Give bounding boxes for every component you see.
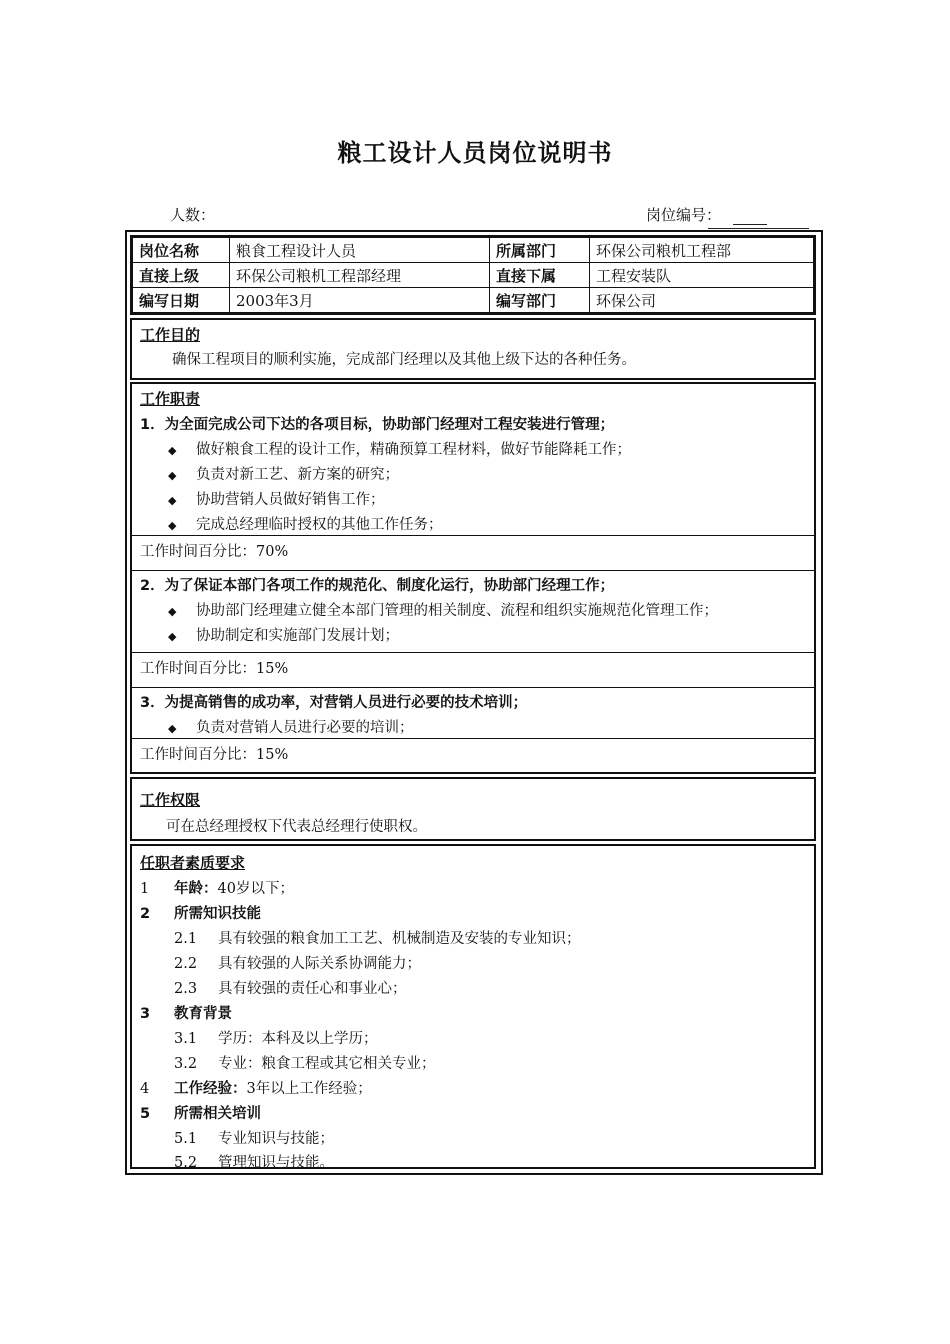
document-frame	[125, 230, 823, 1175]
list-item: 5.1 专业知识与技能；	[174, 1131, 334, 1147]
requirement-education: 3 教育背景	[140, 1006, 232, 1022]
list-item: ◆ 负责对新工艺、新方案的研究；	[168, 467, 399, 483]
list-item: ◆ 协助部门经理建立健全本部门管理的相关制度、流程和组织实施规范化管理工作；	[168, 603, 718, 619]
time-percentage: 工作时间百分比：70%	[140, 544, 289, 560]
info-table-box	[130, 235, 816, 315]
page-title: 粮工设计人员岗位说明书	[337, 139, 613, 167]
list-item: ◆ 协助营销人员做好销售工作；	[168, 492, 385, 508]
position-code-label: 岗位编号：	[646, 206, 722, 224]
list-item: 2.2 具有较强的人际关系协调能力；	[174, 956, 421, 972]
list-item: ◆ 完成总经理临时授权的其他工作任务；	[168, 517, 443, 533]
bullet-icon: ◆	[168, 444, 177, 457]
info-value: 2003年3月	[230, 288, 490, 313]
list-item: ◆ 做好粮食工程的设计工作，精确预算工程材料，做好节能降耗工作；	[168, 442, 631, 458]
time-percentage: 工作时间百分比：15%	[140, 661, 289, 677]
list-item: ◆ 协助制定和实施部门发展计划；	[168, 628, 399, 644]
list-item: 2.3 具有较强的责任心和事业心；	[174, 981, 407, 997]
list-item: ◆ 负责对营销人员进行必要的培训；	[168, 720, 414, 736]
bullet-icon: ◆	[168, 469, 177, 482]
table-row	[133, 238, 814, 263]
table-row	[133, 288, 814, 313]
duties-section	[130, 382, 816, 774]
headcount-label: 人数：	[170, 206, 216, 224]
authority-title: 工作权限	[140, 791, 201, 809]
authority-text: 可在总经理授权下代表总经理行使职权。	[166, 819, 427, 835]
bullet-icon: ◆	[168, 722, 177, 735]
requirement-age: 1 年龄：40岁以下；	[140, 881, 294, 897]
info-label: 编写日期	[133, 288, 230, 313]
requirement-knowledge: 2 所需知识技能	[140, 906, 261, 922]
time-percentage: 工作时间百分比：15%	[140, 747, 289, 763]
divider	[132, 570, 814, 571]
requirement-training: 5 所需相关培训	[140, 1106, 261, 1122]
purpose-text: 确保工程项目的顺利实施，完成部门经理以及其他上级下达的各种任务。	[172, 352, 636, 368]
bullet-icon: ◆	[168, 630, 177, 643]
info-value: 环保公司	[590, 288, 814, 313]
divider	[132, 687, 814, 688]
bullet-icon: ◆	[168, 605, 177, 618]
duty-heading: 2．为了保证本部门各项工作的规范化、制度化运行，协助部门经理工作；	[140, 578, 615, 594]
list-item: 2.1 具有较强的粮食加工工艺、机械制造及安装的专业知识；	[174, 931, 581, 947]
info-value: 粮食工程设计人员	[230, 238, 490, 263]
info-label: 直接上级	[133, 263, 230, 288]
bullet-icon: ◆	[168, 494, 177, 507]
info-value: 环保公司粮机工程部	[590, 238, 814, 263]
duty-heading: 1．为全面完成公司下达的各项目标，协助部门经理对工程安装进行管理；	[140, 417, 615, 433]
info-label: 岗位名称	[133, 238, 230, 263]
authority-section	[130, 777, 816, 841]
position-code-blank	[733, 210, 767, 225]
bullet-icon: ◆	[168, 519, 177, 532]
divider	[132, 535, 814, 536]
list-item: 5.2 管理知识与技能。	[174, 1155, 334, 1171]
requirements-title: 任职者素质要求	[140, 854, 246, 872]
position-code	[646, 204, 767, 225]
table-row	[133, 263, 814, 288]
duty-heading: 3．为提高销售的成功率，对营销人员进行必要的技术培训；	[140, 695, 528, 711]
info-label: 编写部门	[490, 288, 590, 313]
purpose-section	[130, 318, 816, 380]
duties-title: 工作职责	[140, 390, 201, 408]
list-item: 3.2 专业：粮食工程或其它相关专业；	[174, 1056, 436, 1072]
requirements-section	[130, 844, 816, 1169]
divider	[132, 738, 814, 739]
divider	[132, 652, 814, 653]
info-label: 直接下属	[490, 263, 590, 288]
info-label: 所属部门	[490, 238, 590, 263]
requirement-experience: 4 工作经验：3年以上工作经验；	[140, 1081, 372, 1097]
info-value: 环保公司粮机工程部经理	[230, 263, 490, 288]
info-value: 工程安装队	[590, 263, 814, 288]
list-item: 3.1 学历：本科及以上学历；	[174, 1031, 378, 1047]
info-table	[132, 237, 814, 313]
purpose-title: 工作目的	[140, 326, 201, 344]
position-code-underline	[708, 228, 809, 229]
